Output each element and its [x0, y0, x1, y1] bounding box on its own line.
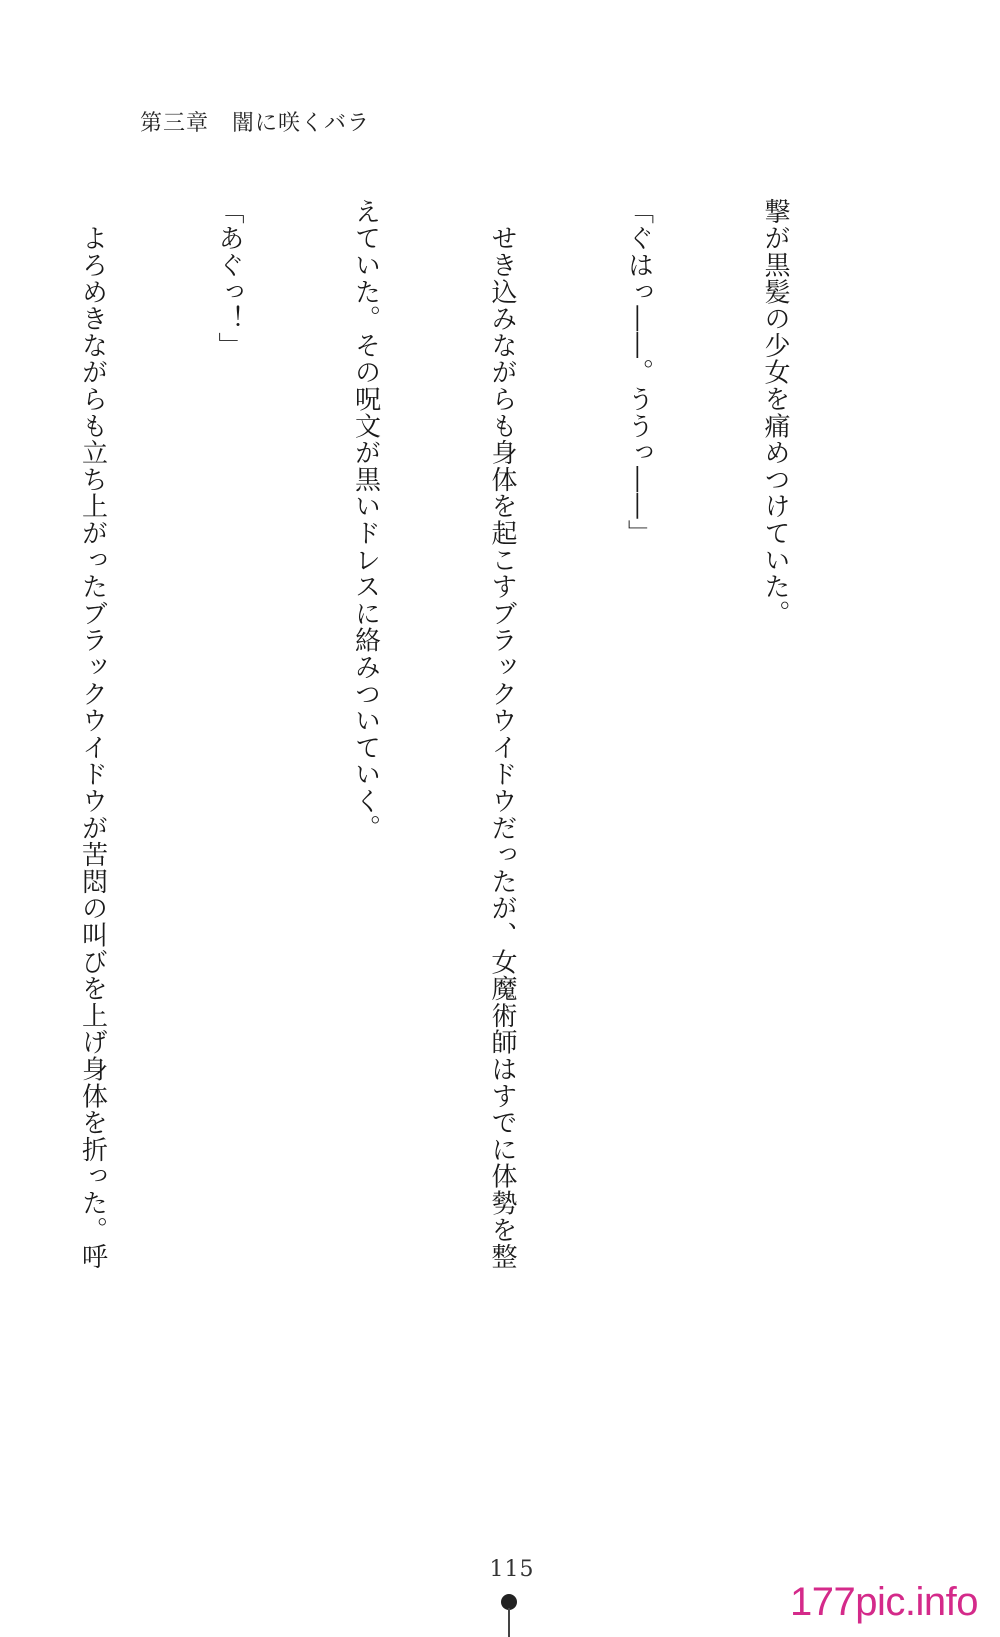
text-line: 「ぐはっ――。ううっ――」 [623, 198, 654, 547]
page-marker-line [508, 1608, 510, 1637]
text-line: えていた。その呪文が黒いドレスに絡みついていく。 [350, 198, 381, 842]
body-text [0, 198, 888, 1328]
text-line: よろめきながらも立ち上がったブラックウイドウが苦悶の叫びを上げ身体を折った。呼 [77, 198, 108, 1270]
watermark: 177pic.info [790, 1580, 978, 1624]
running-header: 第三章 闇に咲くバラ [140, 111, 371, 136]
page-number: 115 [489, 1557, 535, 1582]
text-line: 撃が黒髪の少女を痛めつけていた。 [760, 198, 790, 627]
text-line: せき込みながらも身体を起こすブラックウイドウだったが、女魔術師はすでに体勢を整 [487, 198, 517, 1270]
text-line: 「あぐっ！」 [214, 198, 244, 359]
